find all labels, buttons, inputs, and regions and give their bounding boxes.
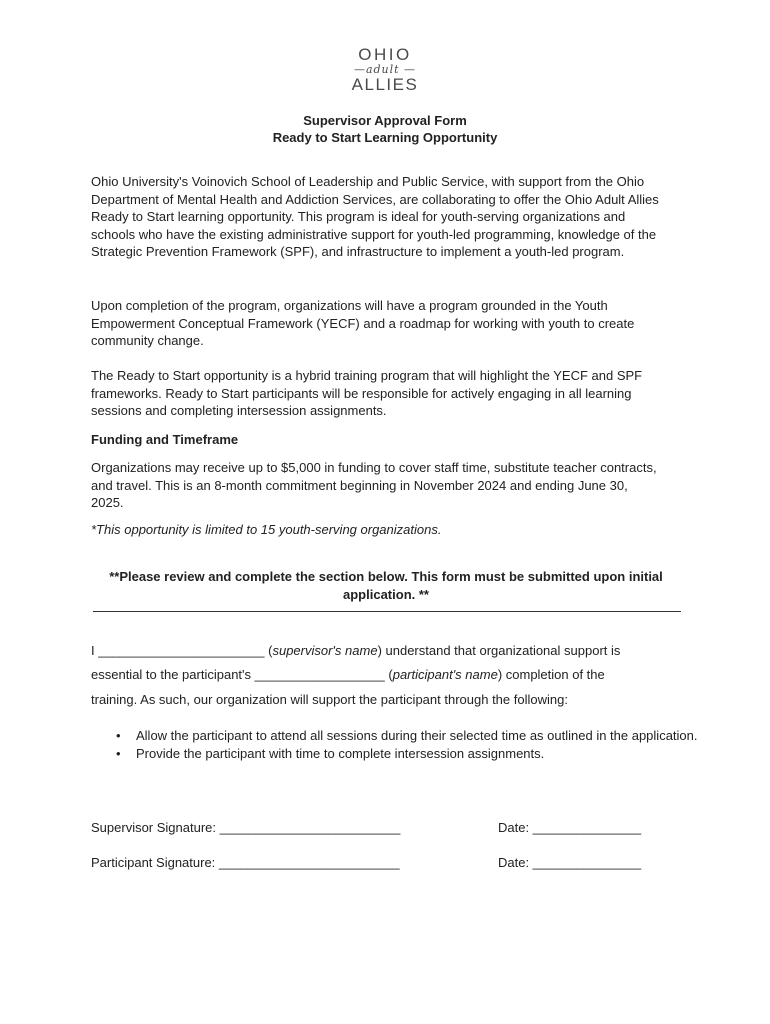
limit-note: *This opportunity is limited to 15 youth-serving organizations. xyxy=(91,522,442,537)
funding-heading: Funding and Timeframe xyxy=(91,432,239,447)
support-list xyxy=(91,727,716,762)
participant-signature-field: Participant Signature: _________________________ xyxy=(91,855,400,870)
participant-name-hint: participant's name xyxy=(392,667,498,682)
participant-date-field: Date: _______________ xyxy=(498,855,642,870)
statement-line-2: essential to the participant's __________________ (participant's name) completion of the xyxy=(91,667,605,682)
supervisor-name-hint: supervisor's name xyxy=(272,643,378,658)
intro-paragraph: Ohio University's Voinovich School of Leadership and Public Service, with support from the Ohio Department of Mental Health and Addiction Services, are collaborating to offer the Ohio Adult Allies Ready to Start learning opportunity. This program is ideal for youth-serving organizations and schools who have the existing administrative support for youth-led programming, knowledge of the Strategic Prevention Framework (SPF), and infrastructure to implement a youth-led program. xyxy=(91,174,659,260)
program-paragraph: The Ready to Start opportunity is a hybrid training program that will highlight the YECF and SPF frameworks. Ready to Start participants will be responsible for actively engaging in all learning sessions and completing intersession assignments. xyxy=(91,368,643,419)
submission-notice: **Please review and complete the section below. This form must be submitted upon initial application. ** xyxy=(109,569,663,602)
statement-line-1: I _______________________ (supervisor's name) understand that organizational support is xyxy=(91,643,621,658)
logo-line-ohio: OHIO xyxy=(358,45,412,64)
list-item: • Provide the participant with time to complete intersession assignments. xyxy=(136,745,716,763)
ohio-adult-allies-logo xyxy=(335,46,435,94)
statement-line-3: training. As such, our organization will support the participant through the following: xyxy=(91,692,568,707)
logo-line-allies: ALLIES xyxy=(351,75,419,94)
supervisor-date-field: Date: _______________ xyxy=(498,820,642,835)
form-subtitle: Ready to Start Learning Opportunity xyxy=(272,130,498,145)
logo-line-adult: — adult — xyxy=(335,64,435,76)
list-item: • Allow the participant to attend all sessions during their selected time as outlined in the application. xyxy=(136,727,716,745)
form-title: Supervisor Approval Form xyxy=(303,113,467,128)
divider-line xyxy=(93,611,681,612)
supervisor-signature-field: Supervisor Signature: _________________________ xyxy=(91,820,401,835)
funding-paragraph: Organizations may receive up to $5,000 in funding to cover staff time, substitute teacher contracts, and travel. This is an 8-month commitment beginning in November 2024 and ending June 30, 2025. xyxy=(91,460,657,511)
completion-paragraph: Upon completion of the program, organizations will have a program grounded in the Youth Empowerment Conceptual Framework (YECF) and a roadmap for working with youth to create community change. xyxy=(91,298,635,349)
